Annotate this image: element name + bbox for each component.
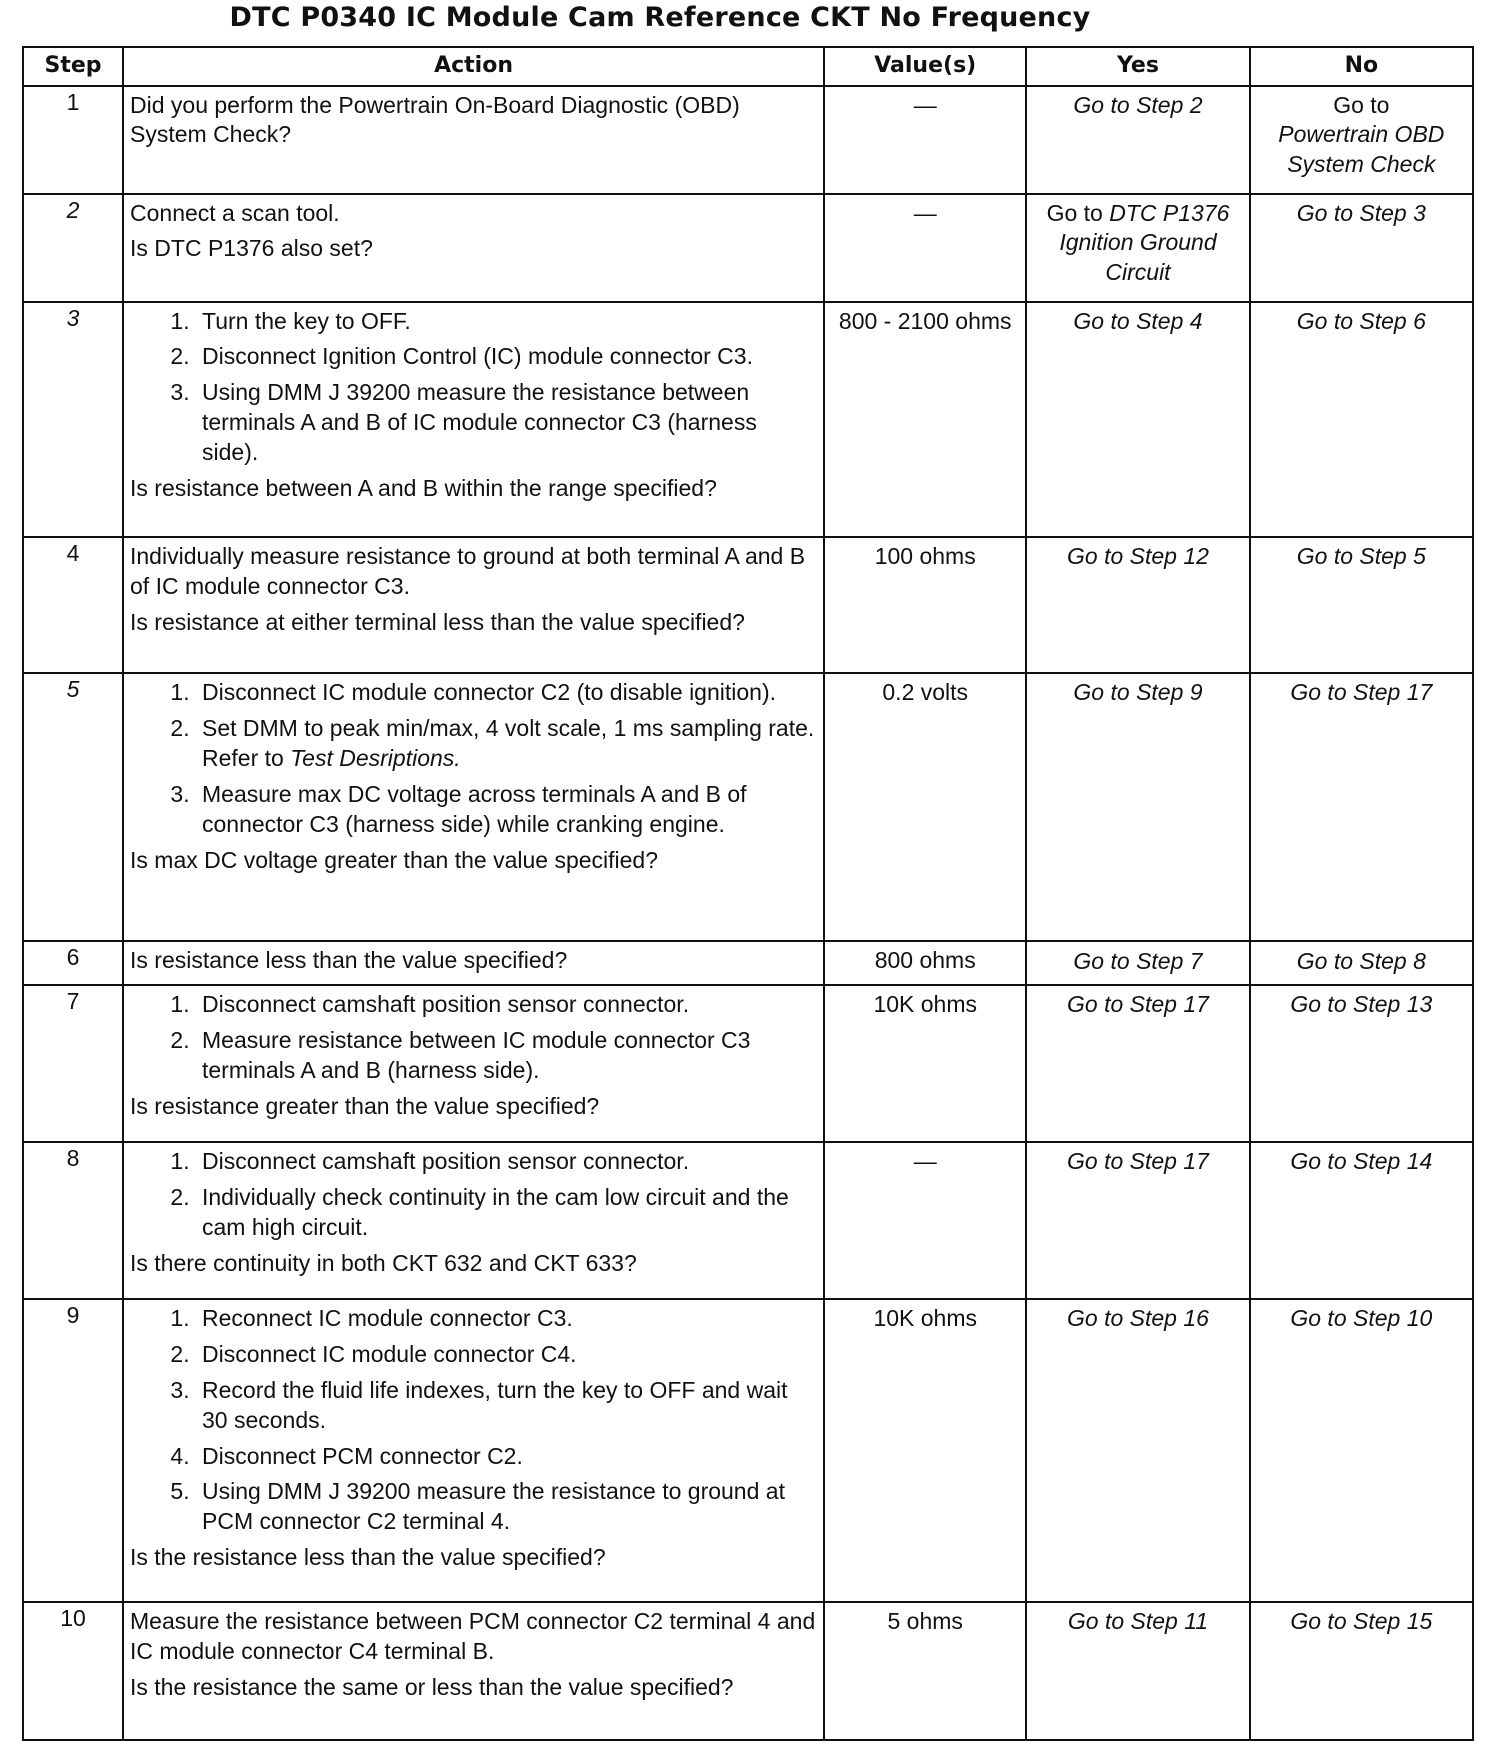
value-cell: 10K ohms — [824, 985, 1026, 1142]
step-number: 7 — [23, 985, 123, 1142]
step-number: 6 — [23, 941, 123, 985]
action-steps — [130, 307, 817, 468]
page-title: DTC P0340 IC Module Cam Reference CKT No Frequency — [229, 2, 1091, 33]
table-row — [23, 86, 1473, 194]
yes-goto-prefix: Go to — [1046, 199, 1103, 226]
no-cell: Go to Step 3 — [1250, 194, 1473, 302]
header-action: Action — [123, 47, 824, 86]
table-row — [23, 673, 1473, 941]
no-cell: Go to Step 14 — [1250, 1142, 1473, 1299]
no-goto-prefix: Go to — [1333, 91, 1390, 118]
no-cell: Go to Step 15 — [1250, 1602, 1473, 1740]
value-cell: — — [824, 1142, 1026, 1299]
no-cell — [1250, 86, 1473, 194]
value-cell: 5 ohms — [824, 1602, 1026, 1740]
step-number: 10 — [23, 1602, 123, 1740]
no-cell: Go to Step 6 — [1250, 302, 1473, 538]
no-cell: Go to Step 13 — [1250, 985, 1473, 1142]
action-cell — [123, 86, 824, 194]
step-number: 9 — [23, 1299, 123, 1602]
action-question: Is max DC voltage greater than the value specified? — [130, 846, 659, 873]
action-cell — [123, 985, 824, 1142]
list-item — [196, 714, 817, 774]
list-item: 2. Individually check continuity in the cam low circuit and the cam high circuit. — [196, 1183, 817, 1243]
list-item: 3. Measure max DC voltage across terminals A and B of connector C3 (harness side) while cranking engine. — [196, 780, 817, 840]
yes-cell: Go to Step 9 — [1026, 673, 1249, 941]
action-text: Connect a scan tool. — [130, 199, 340, 226]
list-item: 1. Disconnect camshaft position sensor connector. — [196, 1147, 817, 1177]
step-number: 8 — [23, 1142, 123, 1299]
list-item: 1. Turn the key to OFF. — [196, 307, 817, 337]
table-row — [23, 194, 1473, 302]
action-cell — [123, 1142, 824, 1299]
yes-cell: Go to Step 4 — [1026, 302, 1249, 538]
step-number: 3 — [23, 302, 123, 538]
action-steps — [130, 990, 817, 1086]
header-no: No — [1250, 47, 1473, 86]
value-cell: 800 - 2100 ohms — [824, 302, 1026, 538]
action-cell — [123, 1299, 824, 1602]
list-item: 4. Disconnect PCM connector C2. — [196, 1442, 817, 1472]
yes-cell: Go to Step 12 — [1026, 537, 1249, 673]
action-text: Individually measure resistance to ground at both terminal A and B of IC module connector C3. — [130, 543, 806, 600]
list-item: 1. Disconnect camshaft position sensor connector. — [196, 990, 817, 1020]
yes-cell — [1026, 194, 1249, 302]
action-question: Is DTC P1376 also set? — [130, 235, 373, 262]
table-header-row — [23, 47, 1473, 86]
step-number: 4 — [23, 537, 123, 673]
action-steps — [130, 1147, 817, 1243]
step-number: 2 — [23, 194, 123, 302]
action-cell — [123, 673, 824, 941]
action-question: Is the resistance less than the value specified? — [130, 1544, 606, 1571]
step-number: 5 — [23, 673, 123, 941]
yes-cell: Go to Step 16 — [1026, 1299, 1249, 1602]
action-cell — [123, 302, 824, 538]
header-value: Value(s) — [824, 47, 1026, 86]
yes-goto-target: DTC P1376 Ignition Ground Circuit — [1059, 199, 1230, 286]
step-number: 1 — [23, 86, 123, 194]
table-row — [23, 941, 1473, 985]
diagnostic-table — [22, 46, 1474, 1741]
action-steps — [130, 1304, 817, 1537]
yes-cell: Go to Step 7 — [1026, 941, 1249, 985]
yes-cell: Go to Step 2 — [1026, 86, 1249, 194]
test-descriptions-reference: Test Desriptions. — [290, 745, 461, 772]
list-item: 1. Reconnect IC module connector C3. — [196, 1304, 817, 1334]
list-item: 1. Disconnect IC module connector C2 (to disable ignition). — [196, 678, 817, 708]
yes-cell: Go to Step 11 — [1026, 1602, 1249, 1740]
action-question: Is resistance at either terminal less than the value specified? — [130, 609, 745, 636]
list-item: 2. Disconnect Ignition Control (IC) module connector C3. — [196, 342, 817, 372]
list-item: 2. Disconnect IC module connector C4. — [196, 1340, 817, 1370]
header-yes: Yes — [1026, 47, 1249, 86]
action-question: Is there continuity in both CKT 632 and CKT 633? — [130, 1249, 637, 1276]
action-cell — [123, 1602, 824, 1740]
yes-cell: Go to Step 17 — [1026, 985, 1249, 1142]
list-item: 5. Using DMM J 39200 measure the resistance to ground at PCM connector C2 terminal 4. — [196, 1477, 817, 1537]
no-cell: Go to Step 8 — [1250, 941, 1473, 985]
table-row — [23, 1299, 1473, 1602]
action-question: Is resistance less than the value specified? — [130, 947, 568, 973]
action-steps — [130, 678, 817, 839]
no-cell: Go to Step 17 — [1250, 673, 1473, 941]
value-cell: — — [824, 86, 1026, 194]
action-question: Is the resistance the same or less than the value specified? — [130, 1673, 734, 1700]
table-row — [23, 1142, 1473, 1299]
value-cell: 0.2 volts — [824, 673, 1026, 941]
no-cell: Go to Step 5 — [1250, 537, 1473, 673]
header-step: Step — [23, 47, 123, 86]
value-cell: — — [824, 194, 1026, 302]
yes-cell: Go to Step 17 — [1026, 1142, 1249, 1299]
list-item: 3. Record the fluid life indexes, turn the key to OFF and wait 30 seconds. — [196, 1376, 817, 1436]
no-goto-target: Powertrain OBD System Check — [1278, 121, 1445, 178]
action-cell — [123, 194, 824, 302]
action-text: Did you perform the Powertrain On-Board Diagnostic (OBD) System Check? — [130, 91, 740, 148]
list-item: 3. Using DMM J 39200 measure the resistance between terminals A and B of IC module connector C3 (harness side). — [196, 378, 817, 468]
no-cell: Go to Step 10 — [1250, 1299, 1473, 1602]
table-row — [23, 1602, 1473, 1740]
list-item-text: Set DMM to peak min/max, 4 volt scale, 1 ms sampling rate. Refer to — [202, 715, 815, 772]
action-question: Is resistance between A and B within the range specified? — [130, 475, 717, 502]
list-item: 2. Measure resistance between IC module connector C3 terminals A and B (harness side). — [196, 1026, 817, 1086]
table-row — [23, 537, 1473, 673]
table-row — [23, 302, 1473, 538]
table-row — [23, 985, 1473, 1142]
action-question: Is resistance greater than the value specified? — [130, 1093, 600, 1120]
value-cell: 100 ohms — [824, 537, 1026, 673]
action-cell — [123, 941, 824, 985]
value-cell: 800 ohms — [824, 941, 1026, 985]
action-cell — [123, 537, 824, 673]
value-cell: 10K ohms — [824, 1299, 1026, 1602]
action-text: Measure the resistance between PCM connector C2 terminal 4 and IC module connector C4 terminal B. — [130, 1607, 816, 1664]
